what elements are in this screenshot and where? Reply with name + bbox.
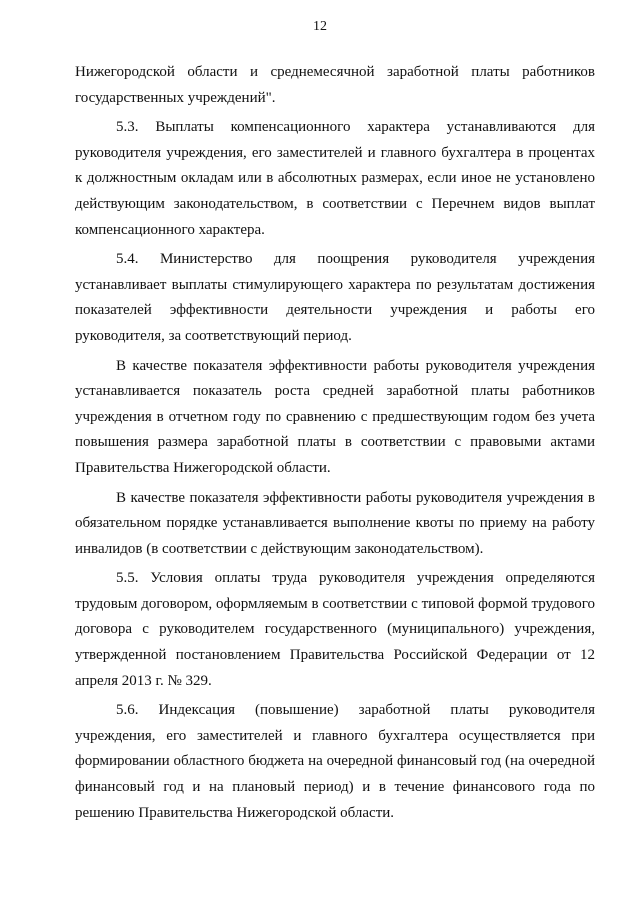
paragraph-5-6: 5.6. Индексация (повышение) заработной платы руководителя учреждения, его заместителей и главного бухгалтера осуществляется при формировании областного бюджета на очередной финансовый год (на очередной финансовый год и на плановый период) и в течение финансового года по решению Правительства Нижегородской области. bbox=[75, 702, 595, 821]
document-body bbox=[75, 60, 595, 830]
paragraph-continuation: Нижегородской области и среднемесячной заработной платы работников государственных учреждений". bbox=[75, 64, 595, 106]
paragraph-efficiency-indicator: В качестве показателя эффективности работы руководителя учреждения устанавливается показатель роста средней заработной платы работников учреждения в отчетном году по сравнению с предшествующим годом без учета повышения размера заработной платы в соответствии с правовыми актами Правительства Нижегородской области. bbox=[75, 357, 595, 476]
paragraph-5-3: 5.3. Выплаты компенсационного характера устанавливаются для руководителя учреждения, его заместителей и главного бухгалтера в процентах к должностным окладам или в абсолютных размерах, если иное не установлено действующим законодательством, в соответствии с Перечнем видов выплат компенсационного характера. bbox=[75, 119, 595, 238]
paragraph-5-5: 5.5. Условия оплаты труда руководителя учреждения определяются трудовым договором, оформляемым в соответствии с типовой формой трудового договора с руководителем государственного (муниципального) учреждения, утвержденной постановлением Правительства Российской Федерации от 12 апреля 2013 г. № 329. bbox=[75, 570, 595, 689]
paragraph-5-4: 5.4. Министерство для поощрения руководителя учреждения устанавливает выплаты стимулирующего характера по результатам достижения показателей эффективности деятельности учреждения и работы его руководителя, за соответствующий период. bbox=[75, 251, 595, 344]
paragraph-disability-quota: В качестве показателя эффективности работы руководителя учреждения в обязательном порядке устанавливается выполнение квоты по приему на работу инвалидов (в соответствии с действующим законодательством). bbox=[75, 489, 595, 557]
page-number: 12 bbox=[313, 19, 327, 34]
